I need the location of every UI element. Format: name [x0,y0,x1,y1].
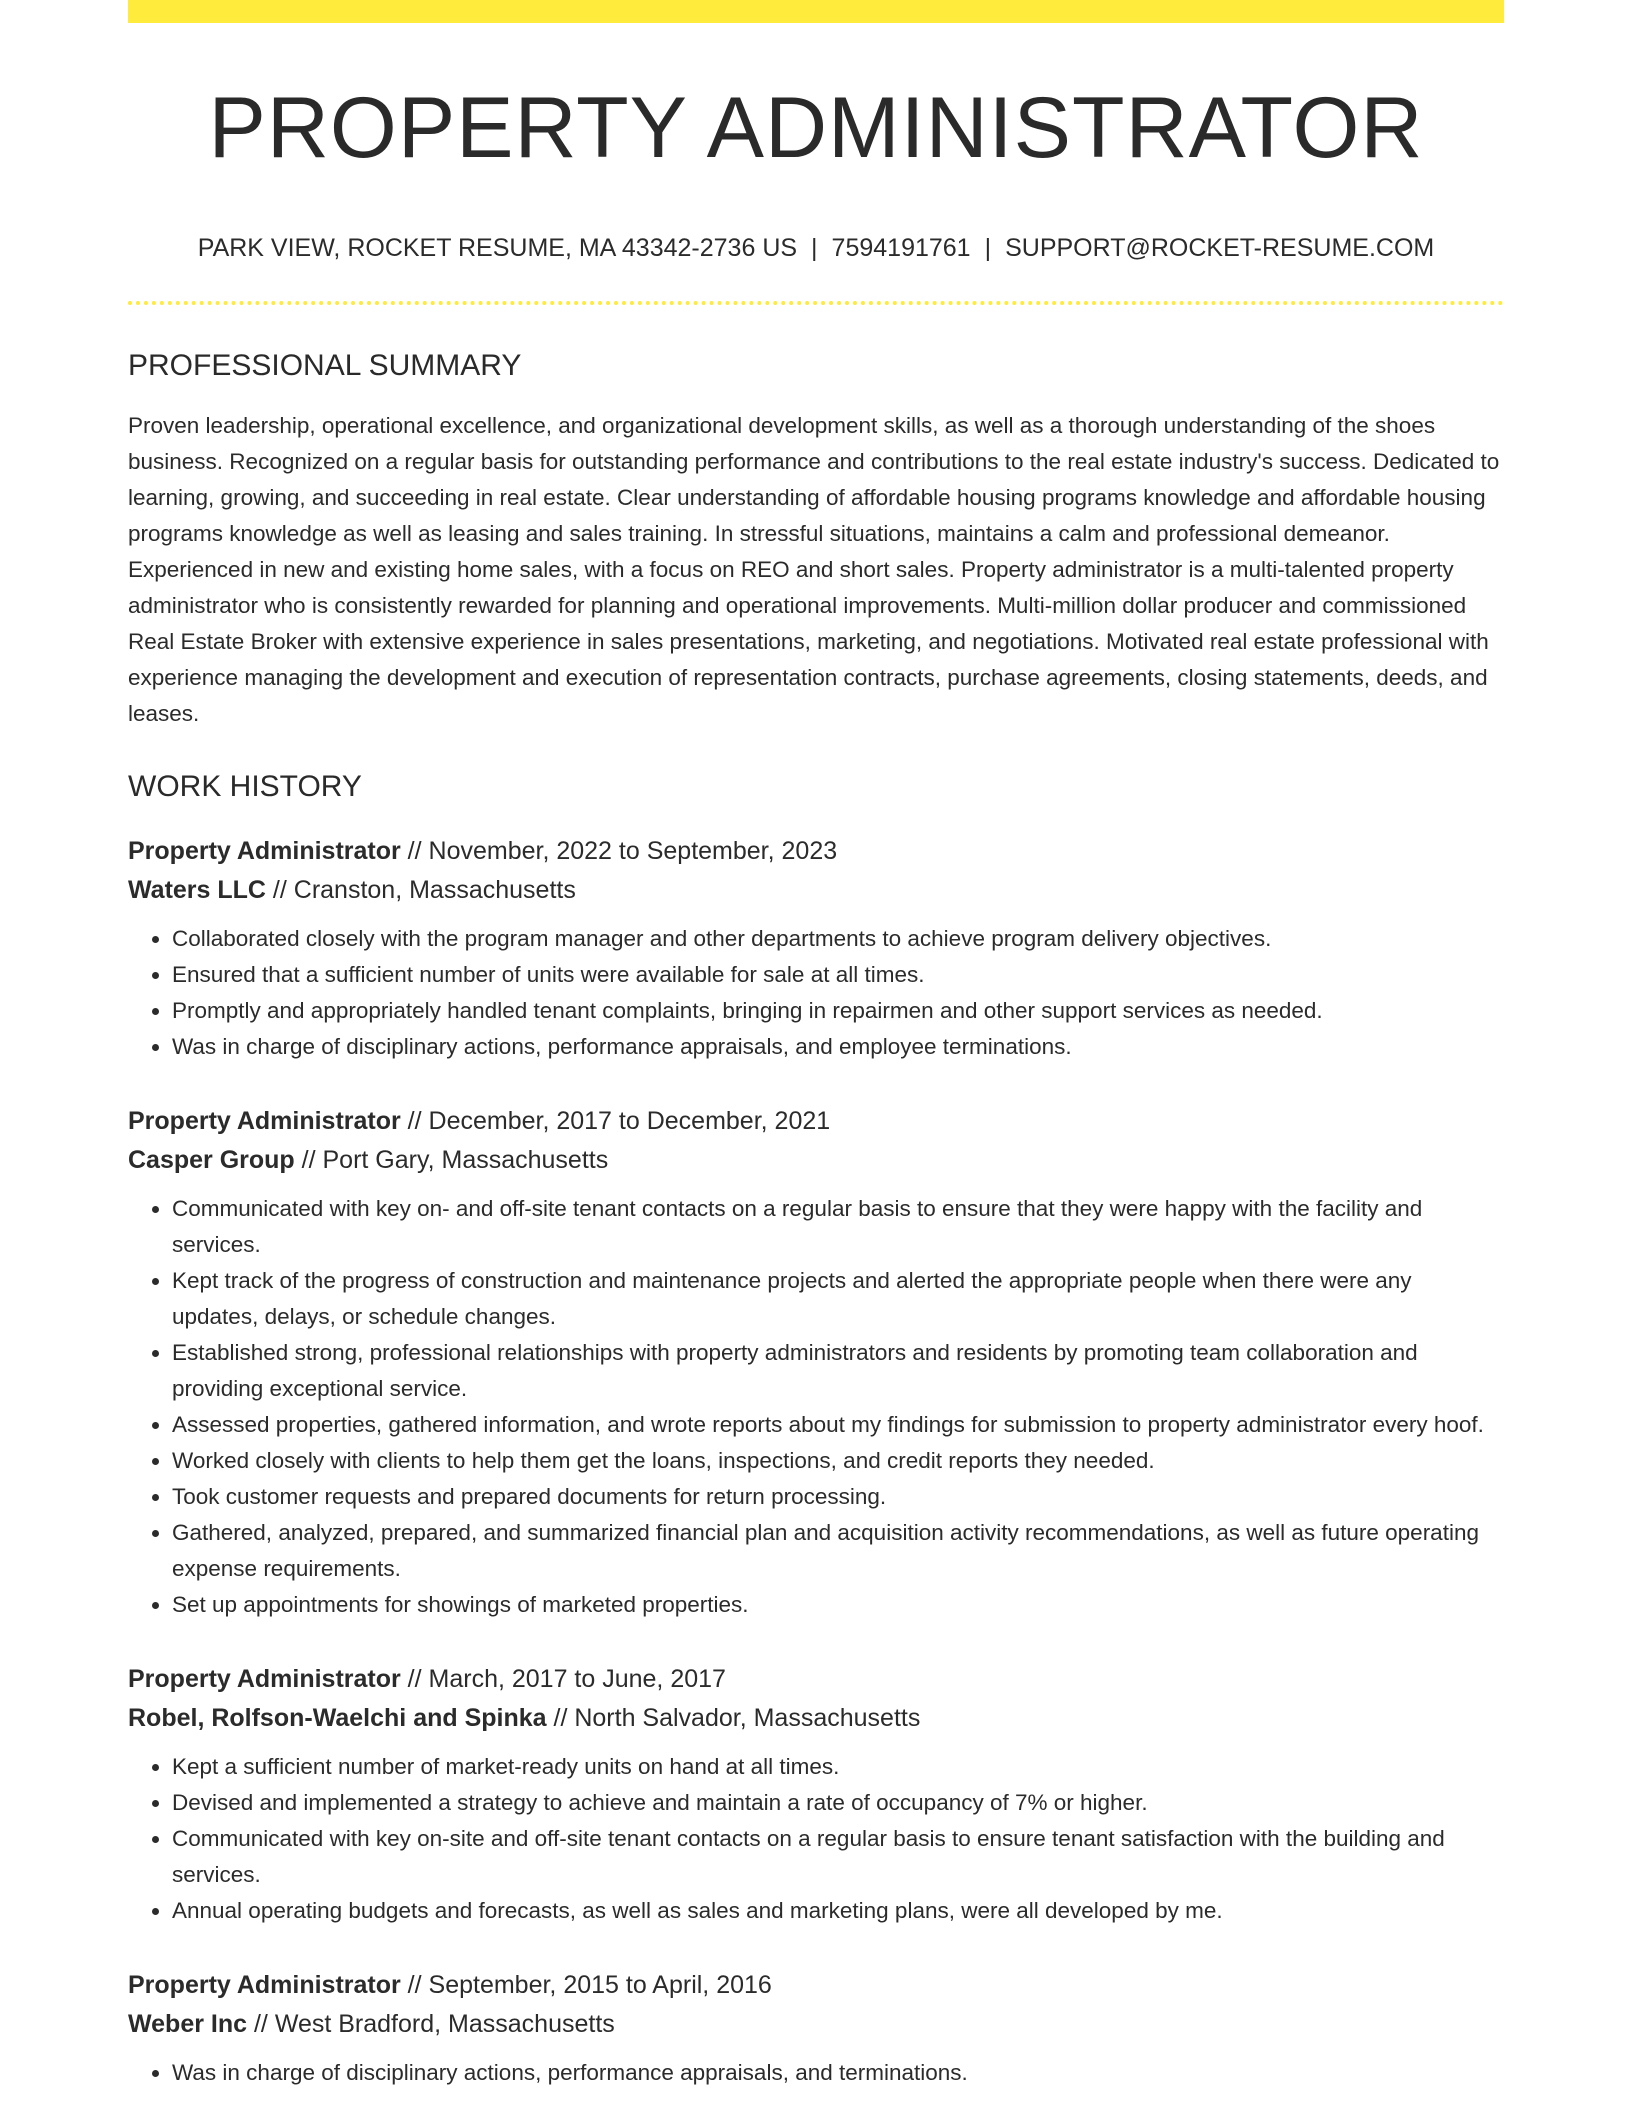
job-bullets [128,1749,1504,1929]
job-location: // West Bradford, Massachusetts [247,2010,615,2038]
job-bullet: • Ensured that a sufficient number of units were available for sale at all times. [172,957,1504,993]
job-bullet: • Assessed properties, gathered information, and wrote reports about my findings for submission to property administrator every hoof. [172,1407,1504,1443]
job-dates: // November, 2022 to September, 2023 [400,837,838,865]
contact-phone: 7594191761 [831,234,971,262]
job-bullet: • Gathered, analyzed, prepared, and summarized financial plan and acquisition activity recommendations, as well as future operating expense requirements. [172,1515,1504,1587]
contact-separator: | [984,234,992,262]
job-role: Property Administrator [128,837,401,865]
top-accent-bar [128,0,1504,23]
job-company-line [128,871,1504,910]
summary-heading: PROFESSIONAL SUMMARY [128,349,522,382]
job-bullet: • Collaborated closely with the program manager and other departments to achieve program delivery objectives. [172,921,1504,957]
job-role: Property Administrator [128,1665,401,1693]
job-bullet: • Promptly and appropriately handled tenant complaints, bringing in repairmen and other support services as needed. [172,993,1504,1029]
job-location: // Port Gary, Massachusetts [294,1146,609,1174]
job-location: // North Salvador, Massachusetts [546,1704,921,1732]
job-title-line [128,1966,1504,2005]
job-bullet: • Annual operating budgets and forecasts, as well as sales and marketing plans, were all developed by me. [172,1893,1504,1929]
job-bullet: • Established strong, professional relationships with property administrators and residents by promoting team collaboration and providing exceptional service. [172,1335,1504,1407]
job-bullet: • Kept a sufficient number of market-ready units on hand at all times. [172,1749,1504,1785]
job-title-line [128,1102,1504,1141]
job-bullet: • Was in charge of disciplinary actions, performance appraisals, and employee terminations. [172,1029,1504,1065]
job-role: Property Administrator [128,1971,401,1999]
job-company-line [128,2005,1504,2044]
job-bullet: • Kept track of the progress of construction and maintenance projects and alerted the appropriate people when there were any updates, delays, or schedule changes. [172,1263,1504,1335]
job-entry [128,1966,1504,2091]
job-company: Casper Group [128,1146,295,1174]
job-role: Property Administrator [128,1107,401,1135]
job-bullet: • Set up appointments for showings of marketed properties. [172,1587,1504,1623]
job-bullet: • Communicated with key on- and off-site tenant contacts on a regular basis to ensure that they were happy with the facility and services. [172,1191,1504,1263]
job-bullets [128,2055,1504,2091]
job-company: Weber Inc [128,2010,248,2038]
job-entry [128,1660,1504,1929]
contact-line [128,233,1504,263]
job-entry [128,832,1504,1065]
job-bullet: • Was in charge of disciplinary actions, performance appraisals, and terminations. [172,2055,1504,2091]
contact-email: SUPPORT@ROCKET-RESUME.COM [1005,234,1435,262]
job-dates: // December, 2017 to December, 2021 [400,1107,831,1135]
job-company-line [128,1699,1504,1738]
job-entry [128,1102,1504,1623]
job-dates: // March, 2017 to June, 2017 [400,1665,726,1693]
job-bullet: • Worked closely with clients to help them get the loans, inspections, and credit reports they needed. [172,1443,1504,1479]
summary-text: Proven leadership, operational excellence, and organizational development skills, as well as a thorough understanding of the shoes business. Recognized on a regular basis for outstanding performance and contributions to the real estate industry's success. Dedicated to learning, growing, and succeeding in real estate. Clear understanding of affordable housing programs knowledge and affordable housing programs knowledge as well as leasing and sales training. In stressful situations, maintains a calm and professional demeanor. Experienced in new and existing home sales, with a focus on REO and short sales. Property administrator is a multi-talented property administrator who is consistently rewarded for planning and operational improvements. Multi-million dollar producer and commissioned Real Estate Broker with extensive experience in sales presentations, marketing, and negotiations. Motivated real estate professional with experience managing the development and execution of representation contracts, purchase agreements, closing statements, deeds, and leases. [128,413,1500,726]
job-title-line [128,1660,1504,1699]
header-divider [128,301,1504,305]
contact-address: PARK VIEW, ROCKET RESUME, MA 43342-2736 US [197,234,798,262]
job-company: Waters LLC [128,876,266,904]
job-location: // Cranston, Massachusetts [265,876,576,904]
resume-page [128,0,1504,2091]
resume-title: PROPERTY ADMINISTRATOR [208,80,1424,176]
job-bullet: • Communicated with key on-site and off-site tenant contacts on a regular basis to ensure tenant satisfaction with the building and services. [172,1821,1504,1893]
job-dates: // September, 2015 to April, 2016 [400,1971,772,1999]
job-bullet: • Took customer requests and prepared documents for return processing. [172,1479,1504,1515]
job-bullets [128,1191,1504,1623]
job-bullet: • Devised and implemented a strategy to achieve and maintain a rate of occupancy of 7% or higher. [172,1785,1504,1821]
job-title-line [128,832,1504,871]
contact-separator: | [811,234,818,262]
job-company-line [128,1141,1504,1180]
job-company: Robel, Rolfson-Waelchi and Spinka [128,1704,547,1732]
job-bullets [128,921,1504,1065]
work-history-heading: WORK HISTORY [128,770,362,803]
